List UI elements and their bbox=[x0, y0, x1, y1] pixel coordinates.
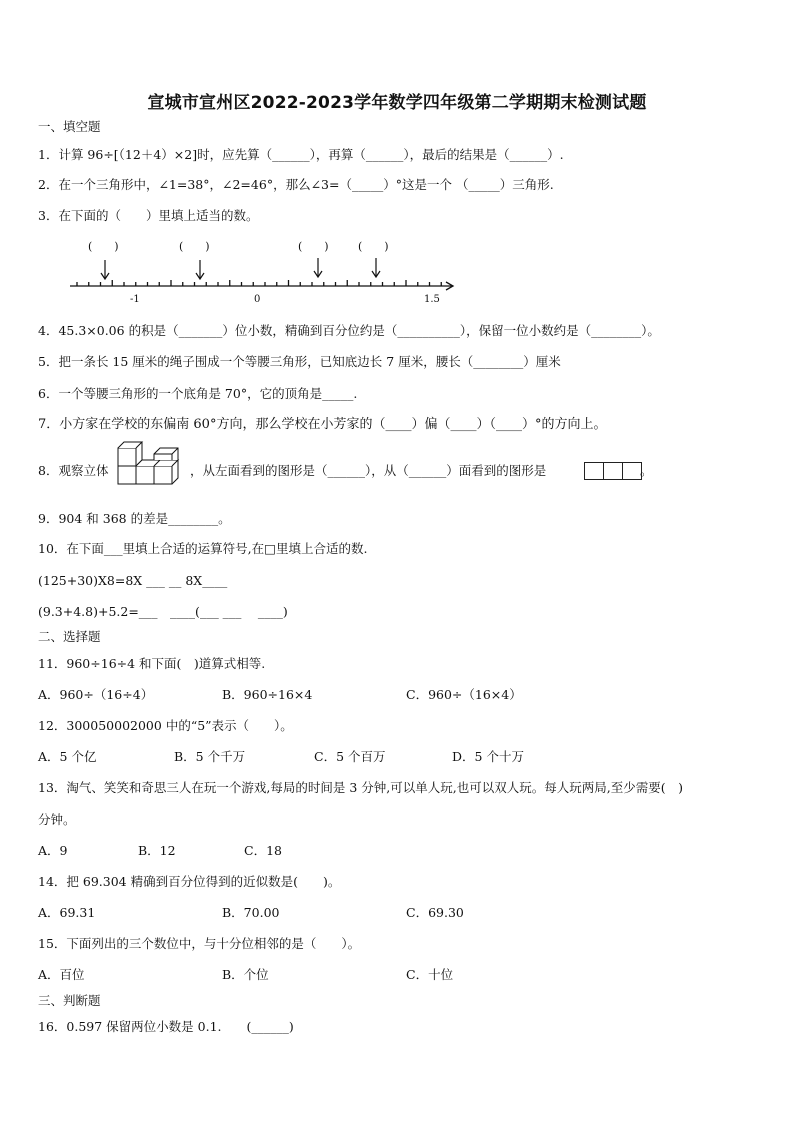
q13-option-c: C．18 bbox=[244, 843, 282, 858]
q12-option-b: B．5 个千万 bbox=[174, 749, 246, 764]
question-7: 7．小方家在学校的东偏南 60°方向，那么学校在小芳家的（____）偏（____）（____）°的方向上。 bbox=[38, 417, 607, 432]
section-fill-heading: 一、填空题 bbox=[38, 119, 101, 134]
question-13: 13．淘气、笑笑和奇思三人在玩一个游戏,每局的时间是 3 分钟,可以单人玩,也可以双人玩。每人玩两局,至少需要( ) bbox=[38, 780, 683, 795]
blank-label: ( ) bbox=[298, 240, 329, 253]
question-1: 1．计算 96÷[（12＋4）×2]时，应先算（______），再算（______），最后的结果是（______）. bbox=[38, 147, 564, 162]
answer-grid-figure bbox=[584, 462, 642, 480]
cube-solid-figure bbox=[116, 440, 186, 498]
question-9: 9．904 和 368 的差是________。 bbox=[38, 511, 231, 526]
section-choice-heading: 二、选择题 bbox=[38, 629, 101, 644]
question-15: 15．下面列出的三个数位中，与十分位相邻的是（ ）。 bbox=[38, 936, 361, 951]
question-10: 10．在下面___里填上合适的运算符号,在□里填上合适的数. bbox=[38, 541, 368, 556]
question-5: 5．把一条长 15 厘米的绳子围成一个等腰三角形，已知底边长 7 厘米，腰长（________）厘米 bbox=[38, 354, 561, 369]
section-judge-heading: 三、判断题 bbox=[38, 993, 101, 1008]
tick-label: 0 bbox=[254, 294, 261, 305]
q14-option-c: C．69.30 bbox=[406, 905, 464, 920]
question-10-line-2: (9.3+4.8)+5.2=___ ____(___ ___ ____) bbox=[38, 604, 288, 619]
q13-option-b: B．12 bbox=[138, 843, 176, 858]
q12-option-a: A．5 个亿 bbox=[38, 749, 97, 764]
question-8-text: ，从左面看到的图形是（______），从（______）面看到的图形是 bbox=[190, 463, 547, 478]
tick-label: 1.5 bbox=[424, 294, 440, 305]
blank-label: ( ) bbox=[88, 240, 119, 253]
question-14: 14．把 69.304 精确到百分位得到的近似数是( )。 bbox=[38, 874, 341, 889]
question-13-cont: 分钟。 bbox=[38, 812, 76, 827]
q15-option-a: A．百位 bbox=[38, 967, 85, 982]
question-8-prefix: 8．观察立体 bbox=[38, 463, 109, 478]
question-10-line-1: (125+30)X8=8X ___ __ 8X____ bbox=[38, 573, 228, 588]
q13-option-a: A．9 bbox=[38, 843, 68, 858]
page-title: 宣城市宣州区2022-2023学年数学四年级第二学期期末检测试题 bbox=[147, 93, 647, 113]
question-8-suffix: 。 bbox=[640, 463, 653, 478]
q14-option-a: A．69.31 bbox=[38, 905, 96, 920]
q11-option-c: C．960÷（16×4） bbox=[406, 687, 522, 702]
blank-label: ( ) bbox=[179, 240, 210, 253]
q12-option-c: C．5 个百万 bbox=[314, 749, 386, 764]
number-line-figure bbox=[60, 236, 460, 308]
question-4: 4．45.3×0.06 的积是（_______）位小数，精确到百分位约是（__________），保留一位小数约是（________）。 bbox=[38, 323, 660, 338]
q15-option-b: B．个位 bbox=[222, 967, 269, 982]
q12-option-d: D．5 个十万 bbox=[452, 749, 524, 764]
question-11: 11．960÷16÷4 和下面( )道算式相等. bbox=[38, 656, 266, 671]
tick-label: -1 bbox=[130, 294, 140, 305]
question-6: 6．一个等腰三角形的一个底角是 70°，它的顶角是_____. bbox=[38, 386, 358, 401]
question-3: 3．在下面的（ ）里填上适当的数。 bbox=[38, 208, 259, 223]
q15-option-c: C．十位 bbox=[406, 967, 454, 982]
blank-label: ( ) bbox=[358, 240, 389, 253]
q14-option-b: B．70.00 bbox=[222, 905, 280, 920]
question-16: 16．0.597 保留两位小数是 0.1. (______) bbox=[38, 1019, 294, 1034]
q11-option-a: A．960÷（16÷4） bbox=[38, 687, 154, 702]
question-2: 2．在一个三角形中，∠1=38°，∠2=46°，那么∠3=（_____）°这是一个 （_____）三角形. bbox=[38, 177, 554, 192]
question-12: 12．300050002000 中的“5”表示（ ）。 bbox=[38, 718, 293, 733]
q11-option-b: B．960÷16×4 bbox=[222, 687, 313, 702]
